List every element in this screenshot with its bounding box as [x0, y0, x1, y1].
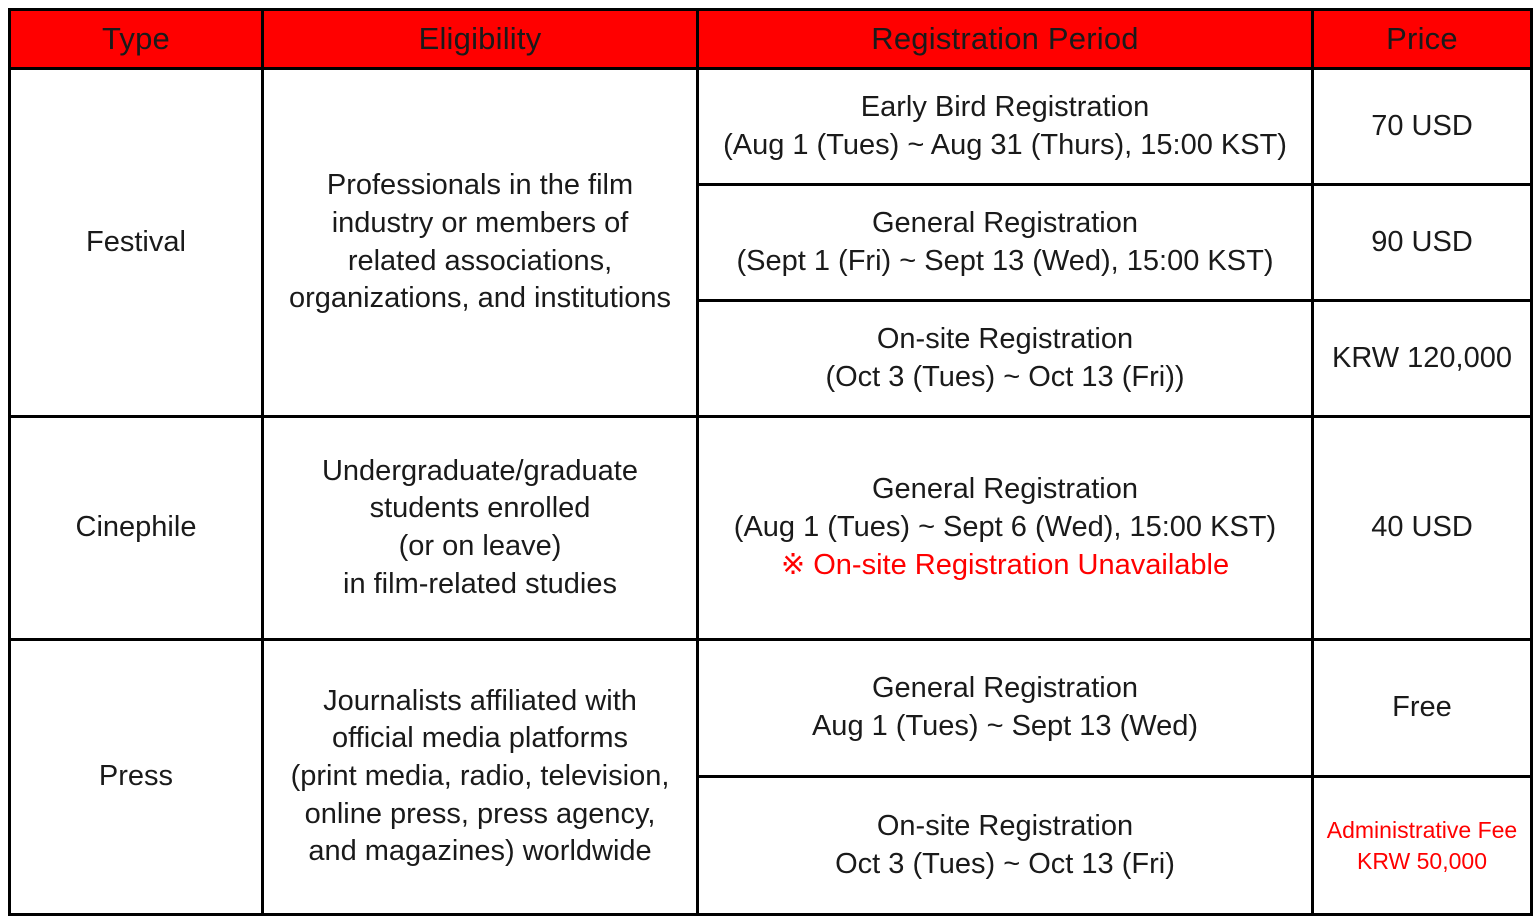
period-dates: (Sept 1 (Fri) ~ Sept 13 (Wed), 15:00 KST): [736, 244, 1274, 277]
column-header-registration-period: Registration Period: [698, 10, 1313, 69]
period-cell-festival-general: [698, 185, 1313, 301]
onsite-unavailable-note: ※ On-site Registration Unavailable: [780, 548, 1230, 581]
period-cell-press-general: [698, 639, 1313, 777]
eligibility-line: Professionals in the film: [326, 169, 634, 202]
table-row: [10, 639, 1532, 777]
price-cell-press-general: Free: [1313, 639, 1532, 777]
price-cell-festival-general: 90 USD: [1313, 185, 1532, 301]
table-row: [10, 69, 1532, 185]
period-title: General Registration: [872, 672, 1138, 705]
eligibility-line: (print media, radio, television,: [290, 759, 670, 792]
eligibility-line: industry or members of: [331, 206, 629, 239]
eligibility-line: in film-related studies: [343, 567, 617, 600]
eligibility-line: students enrolled: [369, 492, 591, 525]
eligibility-line: (or on leave): [398, 529, 562, 562]
administrative-fee-label: Administrative Fee: [1326, 816, 1518, 843]
eligibility-line: official media platforms: [331, 722, 629, 755]
period-title: On-site Registration: [876, 323, 1134, 355]
period-dates: (Oct 3 (Tues) ~ Oct 13 (Fri)): [825, 360, 1185, 393]
period-cell-press-onsite: [698, 777, 1313, 915]
eligibility-cell-cinephile: [263, 417, 698, 639]
period-dates: (Aug 1 (Tues) ~ Sept 6 (Wed), 15:00 KST): [733, 511, 1277, 544]
type-cell-cinephile: Cinephile: [10, 417, 263, 639]
column-header-type: Type: [10, 10, 263, 69]
price-cell-press-onsite: [1313, 777, 1532, 915]
eligibility-line: Undergraduate/graduate: [321, 454, 638, 487]
column-header-price: Price: [1313, 10, 1532, 69]
period-title: General Registration: [872, 473, 1138, 506]
period-title: General Registration: [872, 206, 1138, 239]
table-row: [10, 417, 1532, 639]
eligibility-line: online press, press agency,: [304, 797, 656, 830]
period-dates: Aug 1 (Tues) ~ Sept 13 (Wed): [811, 709, 1199, 742]
table-header: [10, 10, 1532, 69]
period-dates: Oct 3 (Tues) ~ Oct 13 (Fri): [835, 847, 1175, 880]
period-title: On-site Registration: [876, 809, 1134, 842]
type-cell-festival: Festival: [10, 69, 263, 417]
administrative-fee-amount: KRW 50,000: [1357, 847, 1487, 874]
period-cell-festival-early-bird: [698, 69, 1313, 185]
eligibility-cell-festival: [263, 69, 698, 417]
price-cell-cinephile-general: 40 USD: [1313, 417, 1532, 639]
period-dates: (Aug 1 (Tues) ~ Aug 31 (Thurs), 15:00 KST): [723, 128, 1287, 161]
header-row: [10, 10, 1532, 69]
table-body: [10, 69, 1532, 915]
period-title: Early Bird Registration: [860, 90, 1150, 123]
price-cell-festival-early-bird: 70 USD: [1313, 69, 1532, 185]
price-cell-festival-onsite: KRW 120,000: [1313, 301, 1532, 417]
eligibility-line: organizations, and institutions: [288, 282, 672, 315]
type-cell-press: Press: [10, 639, 263, 914]
registration-fee-table: [8, 8, 1533, 916]
period-cell-cinephile-general: [698, 417, 1313, 639]
period-cell-festival-onsite: [698, 301, 1313, 417]
eligibility-line: Journalists affiliated with: [323, 684, 637, 717]
eligibility-line: related associations,: [347, 244, 613, 277]
eligibility-cell-press: [263, 639, 698, 914]
column-header-eligibility: Eligibility: [263, 10, 698, 69]
eligibility-line: and magazines) worldwide: [308, 835, 652, 868]
